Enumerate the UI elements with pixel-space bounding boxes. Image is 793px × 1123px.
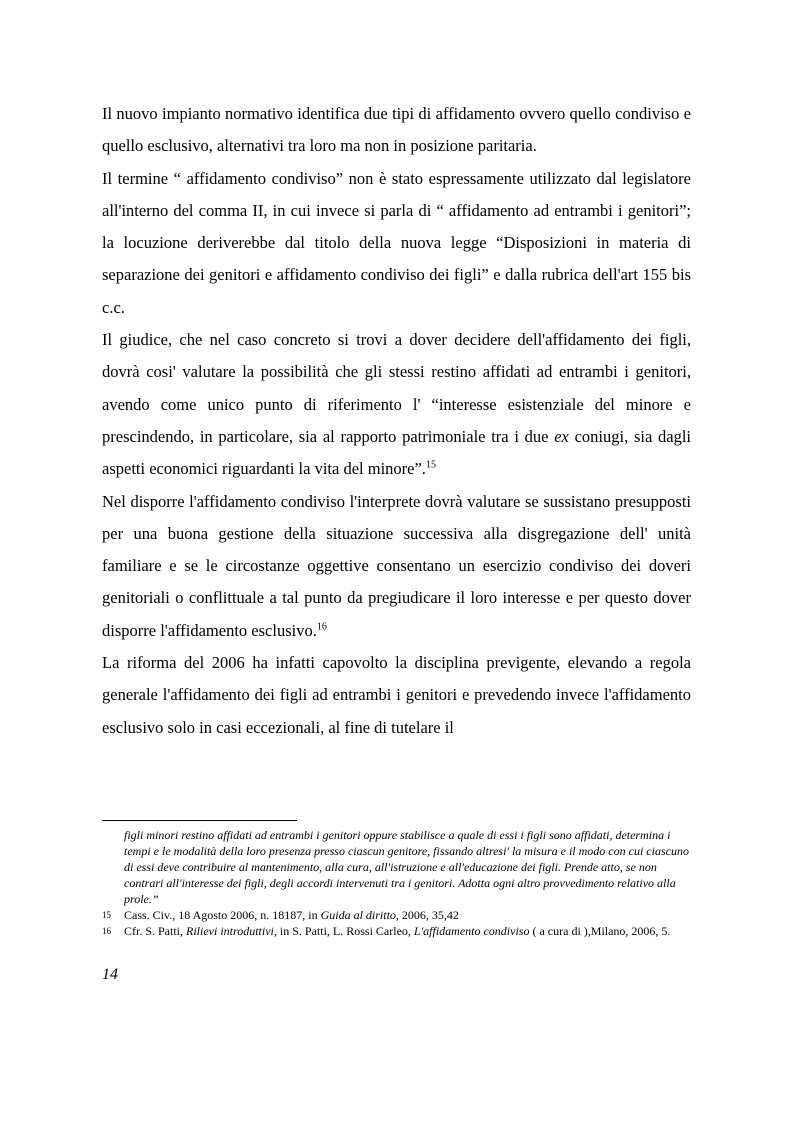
body-text: [102, 98, 691, 744]
text-run: Il giudice, che nel caso concreto si trovi a dover decidere dell'affidamento dei figli, dovrà cosi' valutare la possibilità che gli stessi restino affidati ad entrambi i genitori, avendo come unico punto di riferimento l' “interesse esistenziale del minore e prescindendo, in particolare, sia al rapporto patrimoniale tra i due: [102, 330, 691, 446]
text-run: Il nuovo impianto normativo identifica due tipi di affidamento ovvero quello condiviso e quello esclusivo, alternativi tra loro ma non in posizione paritaria.: [102, 104, 691, 156]
footnote-16: [102, 923, 691, 939]
text-run: in S. Patti, L. Rossi Carleo,: [276, 924, 414, 938]
footnotes-section: [102, 820, 691, 939]
footnote-reference: 15: [425, 459, 436, 471]
paragraph-1: [102, 98, 691, 163]
text-run: ( a cura di ),Milano, 2006, 5.: [529, 924, 671, 938]
page-number: 14: [102, 966, 118, 983]
footnote-15: [102, 907, 691, 923]
italic-text: Guida al diritto,: [320, 908, 399, 922]
footnote-text: [124, 907, 691, 923]
text-run: 2006, 35,42: [398, 908, 459, 922]
text-run: coniugi, sia dagli aspetti economici riguardanti la vita del minore”.: [102, 426, 691, 479]
italic-text: ex: [554, 426, 569, 446]
paragraph-5: [102, 647, 691, 744]
italic-text: Rilievi introduttivi,: [186, 924, 277, 938]
footnote-number: 16: [102, 926, 111, 936]
text-run: Il termine “ affidamento condiviso” non è stato espressamente utilizzato dal legislatore all'interno del comma II, in cui invece si parla di “ affidamento ad entrambi i genitori”; la locuzione deriverebbe dal titolo della nuova legge “Disposizioni in materia di separazione dei genitori e affidamento condiviso dei figli” e dalla rubrica dell'art 155 bis c.c.: [102, 168, 691, 317]
italic-text: L'affidamento condiviso: [413, 924, 530, 938]
paragraph-4: [102, 486, 691, 647]
footnote-text: [124, 923, 691, 939]
footnote-continuation: figli minori restino affidati ad entrambi i genitori oppure stabilisce a quale di essi i figli sono affidati, determina i tempi e le modalità della loro presenza presso ciascun genitore, fissando altresi' la misura e il modo con cui ciascuno di essi deve contribuire al mantenimento, alla cura, all'istruzione e all'educazione dei figli. Prende atto, se non contrari all'interesse dei figli, degli accordi intervenuti tra i genitori. Adotta ogni altro provvedimento relativo alla prole.”: [124, 828, 689, 906]
footnote-reference: 16: [316, 621, 327, 633]
text-run: Cass. Civ., 18 Agosto 2006, n. 18187, in: [124, 908, 321, 922]
footnote-number: 15: [102, 910, 111, 920]
paragraph-3: [102, 324, 691, 485]
footnote-separator: [102, 820, 297, 821]
text-run: Nel disporre l'affidamento condiviso l'interprete dovrà valutare se sussistano presupposti per una buona gestione della situazione successiva alla disgregazione dell' unità familiare e se le circostanze oggettive consentano un esercizio condiviso dei doveri genitoriali o conflittuale a tal punto da pregiudicare il loro interesse e per questo dover disporre l'affidamento esclusivo.: [102, 491, 691, 640]
text-run: Cfr. S. Patti,: [124, 924, 187, 938]
paragraph-2: [102, 163, 691, 324]
text-run: La riforma del 2006 ha infatti capovolto la disciplina previgente, elevando a regola generale l'affidamento dei figli ad entrambi i genitori e prevedendo invece l'affidamento esclusivo solo in casi eccezionali, al fine di tutelare il: [102, 653, 691, 737]
